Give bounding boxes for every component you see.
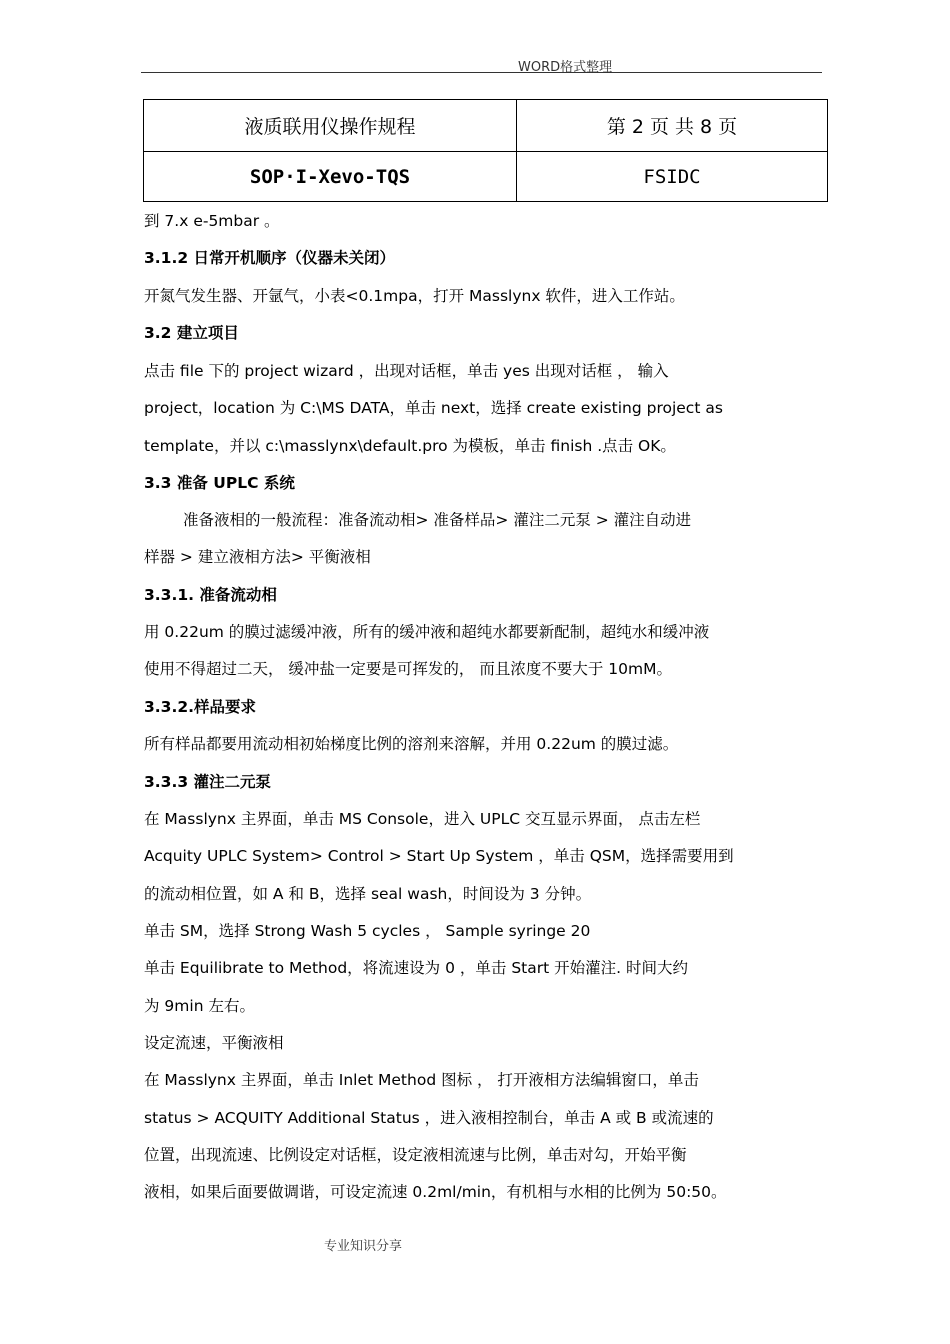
- body-line: 到 7.x e-5mbar 。: [144, 212, 280, 230]
- body-line: 所有样品都要用流动相初始梯度比例的溶剂来溶解，并用 0.22um 的膜过滤。: [144, 735, 679, 753]
- body-line: 液相，如果后面要做调谐，可设定流速 0.2ml/min，有机相与水相的比例为 50:50。: [144, 1183, 727, 1201]
- page-footer-text: 专业知识分享: [324, 1239, 403, 1254]
- body-line: 单击 SM，选择 Strong Wash 5 cycles ， Sample syringe 20: [144, 922, 591, 940]
- document-info-table: [143, 99, 828, 202]
- body-line: 为 9min 左右。: [144, 997, 255, 1015]
- body-line: 用 0.22um 的膜过滤缓冲液，所有的缓冲液和超纯水都要新配制，超纯水和缓冲液: [144, 623, 710, 641]
- body-line: 单击 Equilibrate to Method，将流速设为 0 ，单击 Start 开始灌注. 时间大约: [144, 959, 688, 977]
- body-line: 使用不得超过二天， 缓冲盐一定要是可挥发的， 而且浓度不要大于 10mM。: [144, 660, 672, 678]
- body-line: 点击 file 下的 project wizard ，出现对话框，单击 yes 出现对话框 ， 输入: [144, 362, 669, 380]
- department-cell: FSIDC: [517, 152, 828, 202]
- body-line: 在 Masslynx 主界面，单击 MS Console，进入 UPLC 交互显示界面， 点击左栏: [144, 810, 701, 828]
- body-line: 位置，出现流速、比例设定对话框，设定液相流速与比例，单击对勾，开始平衡: [144, 1146, 687, 1164]
- section-heading-3-3: 3.3 准备 UPLC 系统: [144, 474, 295, 492]
- body-line: 的流动相位置，如 A 和 B，选择 seal wash，时间设为 3 分钟。: [144, 885, 592, 903]
- body-line: 在 Masslynx 主界面，单击 Inlet Method 图标 ， 打开液相方法编辑窗口，单击: [144, 1071, 699, 1089]
- body-line: Acquity UPLC System> Control > Start Up System ，单击 QSM，选择需要用到: [144, 847, 734, 865]
- section-heading-3-1-2: 3.1.2 日常开机顺序（仪器未关闭）: [144, 249, 396, 267]
- body-line: 开氮气发生器、开氩气，小表<0.1mpa，打开 Masslynx 软件，进入工作站。: [144, 287, 685, 305]
- page-number-cell: 第 2 页 共 8 页: [517, 100, 828, 152]
- body-line: status > ACQUITY Additional Status ，进入液相控制台，单击 A 或 B 或流速的: [144, 1109, 714, 1127]
- section-heading-3-3-3: 3.3.3 灌注二元泵: [144, 773, 272, 791]
- section-heading-3-2: 3.2 建立项目: [144, 324, 239, 342]
- body-line: 设定流速，平衡液相: [144, 1034, 284, 1052]
- body-line: 准备液相的一般流程：准备流动相> 准备样品> 灌注二元泵 > 灌注自动进: [183, 511, 692, 529]
- body-line: 样器 > 建立液相方法> 平衡液相: [144, 548, 371, 566]
- header-rule: [141, 72, 822, 73]
- section-heading-3-3-1: 3.3.1. 准备流动相: [144, 586, 277, 604]
- document-title-cell: 液质联用仪操作规程: [144, 100, 517, 152]
- body-line: template，并以 c:\masslynx\default.pro 为模板，单击 finish .点击 OK。: [144, 437, 676, 455]
- document-code-cell: SOP·I-Xevo-TQS: [144, 152, 517, 202]
- page-header-text: WORD格式整理: [518, 60, 613, 75]
- body-line: project，location 为 C:\MS DATA，单击 next，选择 create existing project as: [144, 399, 723, 417]
- section-heading-3-3-2: 3.3.2.样品要求: [144, 698, 257, 716]
